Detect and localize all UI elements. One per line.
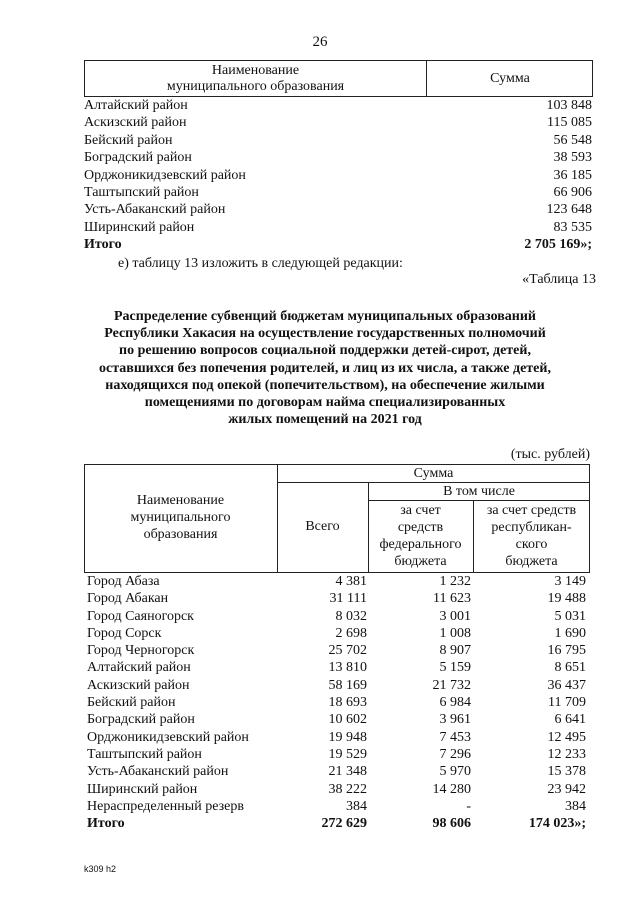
- table1-header: [84, 60, 593, 97]
- heading-line: Распределение субвенций бюджетам муниципальных образований: [114, 309, 536, 324]
- row-federal: 1 232: [439, 574, 471, 589]
- header-republic-line: бюджета: [505, 554, 558, 569]
- row-republic: 23 942: [547, 781, 586, 797]
- row-republic: 5 031: [554, 608, 586, 624]
- units-label: (тыс. рублей): [510, 447, 590, 462]
- row-name: Город Саяногорск: [87, 608, 194, 624]
- table-row: [84, 677, 590, 694]
- table1-header-name-line1: Наименование: [211, 63, 300, 78]
- page-number: 26: [312, 34, 328, 50]
- rule: [368, 500, 590, 501]
- row-name: Усть-Абаканский район: [87, 764, 229, 780]
- row-republic: 8 651: [554, 660, 586, 676]
- row-federal: 1 008: [439, 625, 471, 641]
- table2-header-in-that-number: В том числе: [443, 484, 515, 499]
- row-name: Орджоникидзевский район: [87, 729, 249, 745]
- table1-header-name: [84, 61, 427, 96]
- row-republic: 3 149: [554, 574, 586, 589]
- row-total: 31 111: [329, 591, 367, 607]
- table-row: [84, 659, 590, 676]
- table-row: [84, 608, 590, 625]
- row-value: 103 848: [546, 98, 592, 113]
- row-name: Таштыпский район: [84, 184, 199, 200]
- table-row: [84, 746, 590, 763]
- row-federal: 11 623: [433, 591, 471, 607]
- table-row: [84, 201, 594, 218]
- row-name: Ширинский район: [87, 781, 198, 797]
- row-total: 58 169: [328, 677, 367, 693]
- row-name: Алтайский район: [84, 98, 188, 113]
- row-federal: 3 001: [439, 608, 471, 624]
- table-row: [84, 763, 590, 780]
- heading-line: оставшихся без попечения родителей, и лиц из их числа, а также детей,: [99, 360, 551, 376]
- table-row: [84, 219, 594, 236]
- row-name: Нераспределенный резерв: [87, 798, 244, 814]
- table1-header-sum: Сумма: [428, 61, 593, 96]
- row-federal: 21 732: [432, 677, 471, 693]
- total-republic: 174 023»;: [528, 816, 586, 832]
- row-name: Орджоникидзевский район: [84, 167, 246, 183]
- row-value: 83 535: [553, 219, 592, 235]
- total-total: 272 629: [321, 816, 367, 832]
- row-value: 56 548: [553, 132, 592, 148]
- heading-line: помещениями по договорам найма специализированных: [144, 395, 506, 411]
- header-name-line: муниципального: [130, 510, 231, 525]
- row-name: Ширинский район: [84, 219, 195, 235]
- total-name: Итого: [87, 816, 125, 832]
- row-federal: 14 280: [432, 781, 471, 797]
- table1-header-name-line2: муниципального образования: [166, 79, 345, 94]
- table2-header-sum: Сумма: [413, 466, 454, 481]
- table-row: [84, 97, 594, 114]
- table-row: [84, 149, 594, 166]
- row-value: 115 085: [547, 115, 592, 131]
- header-federal-line: за счет: [400, 503, 441, 518]
- row-total: 21 348: [328, 764, 367, 780]
- row-value: 38 593: [553, 150, 592, 166]
- row-republic: 15 378: [547, 764, 586, 780]
- heading-line: жилых помещений на 2021 год: [228, 412, 422, 428]
- table-reference: «Таблица 13: [522, 272, 596, 287]
- table-row: [84, 711, 590, 728]
- row-total: 18 693: [328, 695, 367, 711]
- row-name: Аскизский район: [84, 115, 187, 131]
- row-name: Город Абакан: [87, 591, 169, 607]
- heading-line: Республики Хакасия на осуществление государственных полномочий: [104, 326, 546, 342]
- table2-header-federal: [368, 502, 473, 570]
- row-name: Таштыпский район: [87, 746, 202, 762]
- row-name: Город Сорск: [87, 625, 162, 641]
- row-total: 384: [346, 798, 367, 814]
- table-total-row: [84, 815, 590, 832]
- row-name: Город Абаза: [87, 574, 160, 589]
- total-value: 2 705 169»;: [524, 237, 592, 253]
- row-total: 19 529: [328, 746, 367, 762]
- header-name-line: образования: [143, 527, 218, 542]
- total-name: Итого: [84, 237, 122, 253]
- table-row: [84, 114, 594, 131]
- row-federal: -: [466, 798, 471, 814]
- table1-body: [84, 97, 594, 254]
- header-republic-line: ского: [515, 537, 548, 552]
- table2-header-republic: [473, 502, 590, 570]
- row-name: Бейский район: [84, 132, 173, 148]
- table-row: [84, 573, 590, 590]
- row-name: Усть-Абаканский район: [84, 202, 226, 218]
- total-federal: 98 606: [432, 816, 471, 832]
- table-row: [84, 132, 594, 149]
- row-federal: 6 984: [439, 695, 471, 711]
- row-total: 4 381: [335, 574, 367, 589]
- row-federal: 7 296: [439, 746, 471, 762]
- row-value: 123 648: [546, 202, 592, 218]
- table-row: [84, 184, 594, 201]
- header-federal-line: бюджета: [394, 554, 447, 569]
- row-total: 19 948: [328, 729, 367, 745]
- row-republic: 1 690: [554, 625, 586, 641]
- header-federal-line: федерального: [379, 537, 462, 552]
- row-total: 38 222: [328, 781, 367, 797]
- row-republic: 12 233: [547, 746, 586, 762]
- table-row: [84, 625, 590, 642]
- table2-body: [84, 573, 590, 832]
- row-republic: 6 641: [554, 712, 586, 728]
- row-total: 25 702: [328, 643, 367, 659]
- table-row: [84, 167, 594, 184]
- heading-line: по решению вопросов социальной поддержки детей-сирот, детей,: [119, 343, 531, 359]
- row-republic: 36 437: [547, 677, 586, 693]
- row-total: 2 698: [335, 625, 367, 641]
- row-name: Алтайский район: [87, 660, 191, 676]
- table2-header-total: Всего: [305, 519, 340, 534]
- header-republic-line: республикан-: [491, 520, 572, 535]
- row-republic: 11 709: [548, 695, 586, 711]
- row-value: 36 185: [553, 167, 592, 183]
- row-republic: 19 488: [547, 591, 586, 607]
- row-federal: 5 159: [439, 660, 471, 676]
- row-republic: 16 795: [547, 643, 586, 659]
- table-row: [84, 798, 590, 815]
- row-total: 8 032: [335, 608, 367, 624]
- header-federal-line: средств: [397, 520, 444, 535]
- row-federal: 8 907: [439, 643, 471, 659]
- row-federal: 5 970: [439, 764, 471, 780]
- table-row: [84, 590, 590, 607]
- row-federal: 3 961: [439, 712, 471, 728]
- row-republic: 12 495: [547, 729, 586, 745]
- table2-heading: [60, 308, 590, 428]
- table-row: [84, 729, 590, 746]
- row-name: Город Черногорск: [87, 643, 195, 659]
- row-total: 10 602: [328, 712, 367, 728]
- row-name: Аскизский район: [87, 677, 190, 693]
- row-value: 66 906: [553, 184, 592, 200]
- table-row: [84, 642, 590, 659]
- row-name: Бейский район: [87, 695, 176, 711]
- table-row: [84, 694, 590, 711]
- row-federal: 7 453: [439, 729, 471, 745]
- footer-code: k309 h2: [84, 864, 117, 874]
- header-name-line: Наименование: [136, 493, 225, 508]
- paragraph-text: е) таблицу 13 изложить в следующей редакции:: [118, 256, 403, 271]
- header-republic-line: за счет средств: [486, 503, 577, 518]
- row-name: Боградский район: [84, 150, 192, 166]
- table-row: [84, 781, 590, 798]
- row-republic: 384: [565, 798, 586, 814]
- table2-header: [84, 464, 590, 573]
- row-name: Боградский район: [87, 712, 195, 728]
- heading-line: находящихся под опекой (попечительством), на обеспечение жилыми: [105, 377, 545, 393]
- row-total: 13 810: [328, 660, 367, 676]
- table2-header-name: [84, 492, 277, 543]
- table-total-row: [84, 236, 594, 253]
